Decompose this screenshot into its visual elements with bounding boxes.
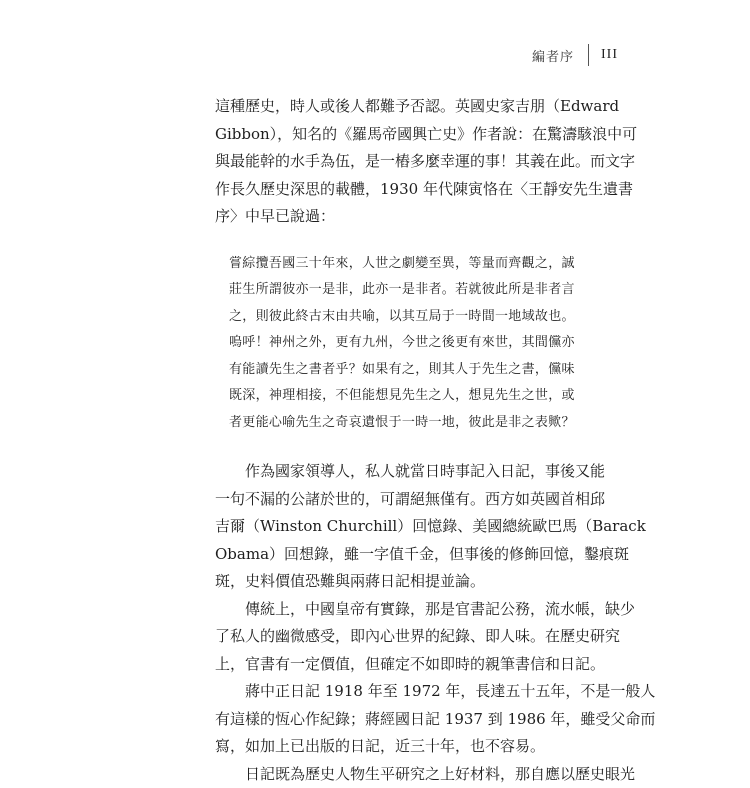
text-line: 作為國家領導人，私人就當日時事記入日記，事後又能 bbox=[215, 458, 535, 486]
text-line: 序〉中早已說過： bbox=[215, 203, 535, 231]
quote-line: 嘗綜攬吾國三十年來，人世之劇變至異，等量而齊觀之，誠 bbox=[229, 251, 535, 278]
text-line: 寫，如加上已出版的日記，近三十年，也不容易。 bbox=[215, 733, 535, 761]
text-line: 這種歷史，時人或後人都難予否認。英國史家吉朋（Edward bbox=[215, 93, 535, 121]
quote-line: 有能讀先生之書者乎？如果有之，則其人于先生之書，儻味 bbox=[229, 357, 535, 384]
text-line: 與最能幹的水手為伍，是一樁多麼幸運的事！其義在此。而文字 bbox=[215, 148, 535, 176]
paragraph-intro bbox=[215, 93, 535, 231]
text-line: 吉爾（Winston Churchill）回憶錄、美國總統歐巴馬（Barack bbox=[215, 513, 535, 541]
page-number: III bbox=[601, 47, 618, 63]
text-line: Obama）回想錄，雖一字值千金，但事後的修飾回憶，鑿痕斑 bbox=[215, 541, 535, 569]
quote-line: 嗚呼！神州之外，更有九州，今世之後更有來世，其間儻亦 bbox=[229, 330, 535, 357]
paragraph-tradition bbox=[215, 596, 535, 679]
text-line: 上，官書有一定價值，但確定不如即時的親筆書信和日記。 bbox=[215, 651, 535, 679]
section-title: 編者序 bbox=[532, 46, 574, 65]
text-line: Gibbon），知名的《羅馬帝國興亡史》作者說：在驚濤駭浪中可 bbox=[215, 121, 535, 149]
text-line: 斑，史料價值恐難與兩蔣日記相提並論。 bbox=[215, 568, 535, 596]
text-line: 日記既為歷史人物生平研究之上好材料，那自應以歷史眼光 bbox=[215, 761, 535, 788]
text-line: 蔣中正日記 1918 年至 1972 年，長達五十五年，不是一般人 bbox=[215, 678, 535, 706]
text-line: 了私人的幽微感受，即內心世界的紀錄、即人味。在歷史研究 bbox=[215, 623, 535, 651]
quote-line: 既深，神理相接，不但能想見先生之人，想見先生之世，或 bbox=[229, 383, 535, 410]
page-body bbox=[215, 93, 535, 788]
quote-line: 者更能心喻先生之奇哀遺恨于一時一地，彼此是非之表歟？ bbox=[229, 410, 535, 437]
text-line: 一句不漏的公諸於世的，可謂絕無僅有。西方如英國首相邱 bbox=[215, 486, 535, 514]
text-line: 傳統上，中國皇帝有實錄，那是官書記公務，流水帳，缺少 bbox=[215, 596, 535, 624]
block-quote bbox=[215, 251, 535, 437]
quote-line: 之，則彼此終古末由共喻，以其互局于一時間一地域故也。 bbox=[229, 304, 535, 331]
paragraph-leaders bbox=[215, 458, 535, 596]
text-line: 作長久歷史深思的載體，1930 年代陳寅恪在〈王靜安先生遺書 bbox=[215, 176, 535, 204]
quote-line: 莊生所謂彼亦一是非，此亦一是非者。若就彼此所是非者言 bbox=[229, 277, 535, 304]
paragraph-conclusion bbox=[215, 761, 535, 788]
paragraph-diaries bbox=[215, 678, 535, 761]
text-line: 有這樣的恆心作紀錄；蔣經國日記 1937 到 1986 年，雖受父命而 bbox=[215, 706, 535, 734]
header-divider bbox=[588, 44, 589, 66]
running-header bbox=[532, 44, 618, 66]
